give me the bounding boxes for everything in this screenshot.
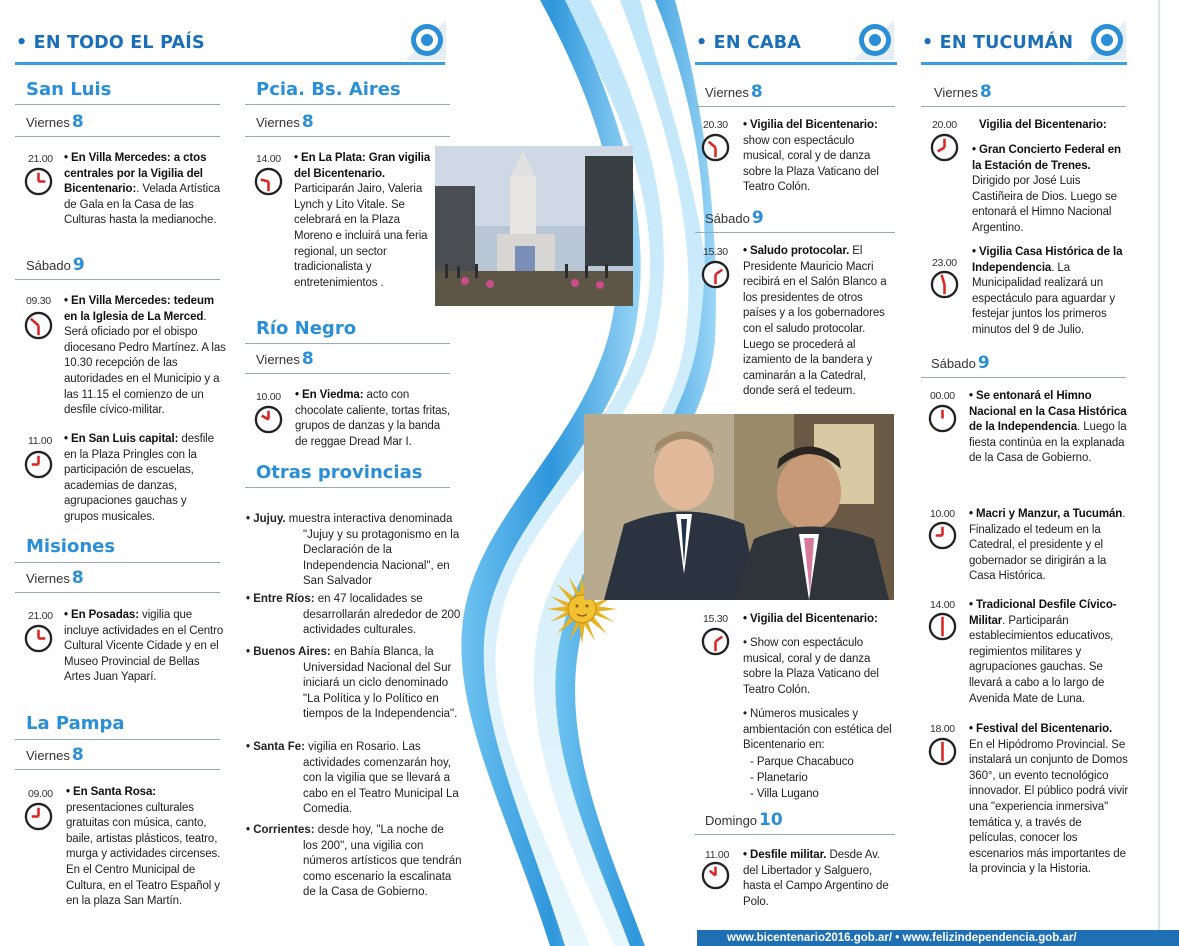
province-title-otras-provincias: Otras provincias	[256, 462, 423, 483]
divider	[245, 343, 450, 344]
venue-item: - Villa Lugano	[750, 788, 819, 800]
province-entry-santa-fe: • Santa Fe: vigilia en Rosario. Las actividades comenzarán hoy, con la vigilia que se llevará a cabo en el Teatro Municipal La Comedia.	[246, 741, 459, 816]
day-label: Viernes 8	[256, 112, 314, 132]
event-time: 14.00	[256, 153, 281, 165]
province-title-san-luis: San Luis	[26, 79, 112, 100]
macri-manzur-photo	[584, 414, 894, 600]
day-label: Viernes 8	[26, 745, 84, 765]
clock-icon	[23, 623, 54, 654]
event-time: 14.00	[930, 599, 955, 611]
event-text: • Saludo protocolar. El Presidente Mauricio Macri recibirá en el Salón Blanco a los presidentes de otros países y a los gobernadores con el saludo protocolar. Luego se procederá al izamiento de la bandera y caminarán a la Catedral, donde será el tedeum.	[743, 245, 887, 398]
day-label: Viernes 8	[26, 112, 84, 132]
clock-icon	[927, 611, 958, 642]
province-entry-jujuy: • Jujuy. muestra interactiva denominada "Jujuy y su protagonismo en la Declaración de la Independencia Nacional", en San Salvador	[246, 513, 460, 588]
section-title-todo-el-pais: • EN TODO EL PAÍS	[16, 33, 205, 53]
clock-icon	[23, 449, 54, 480]
event-time: 11.00	[705, 849, 729, 861]
clock-icon	[929, 132, 960, 163]
clock-icon	[23, 166, 54, 197]
event-text: • En Posadas: vigilia que incluye actividades en el Centro Cultural Vicente Cidade y en el Museo Provincial de Bellas Artes Juan Yaparí.	[64, 609, 224, 684]
divider	[15, 592, 220, 593]
section-title-tucuman: • EN TUCUMÁN	[922, 33, 1074, 53]
province-entry-entre-rios: • Entre Ríos: en 47 localidades se desarrollarán alrededor de 200 actividades culturales.	[246, 593, 461, 637]
province-entry-buenos-aires: • Buenos Aires: en Bahía Blanca, la Universidad Nacional del Sur iniciará un ciclo denominado "La Política y lo Político en tiempos de la Independencia".	[246, 646, 458, 721]
divider	[15, 739, 220, 740]
day-label: Sábado 9	[705, 208, 764, 228]
day-label: Viernes 8	[256, 349, 314, 369]
target-icon	[406, 20, 446, 60]
event-title: Vigilia del Bicentenario:	[979, 119, 1107, 131]
event-time: 23.00	[932, 257, 957, 269]
venue-item: - Planetario	[750, 772, 808, 784]
clock-icon	[927, 520, 958, 551]
event-time: 18.00	[930, 723, 955, 735]
event-text: • Show con espectáculo musical, coral y de danza sobre la Plaza Vaticano del Teatro Colón.	[743, 637, 879, 696]
event-text: • Tradicional Desfile Cívico-Militar. Participarán establecimientos educativos, regimientos militares y agrupaciones gauchas. Se llevará a cabo a lo largo de Avenida Mate de Luna.	[969, 599, 1117, 705]
event-title: • Vigilia del Bicentenario:	[743, 613, 878, 625]
event-text: • En La Plata: Gran vigilia del Bicentenario. Participarán Jairo, Valeria Lynch y Lito Vitale. Se celebrará en la Plaza Moreno e incluirá una feria regional, un sector tradicionalista y entretenimientos .	[294, 152, 431, 289]
event-time: 09.00	[28, 788, 53, 800]
divider	[245, 487, 450, 488]
divider	[695, 106, 895, 107]
event-text: • En Villa Mercedes: a ctos centrales por la Vigilia del Bicentenario:. Velada Artística de Gala en la Casa de las Culturas hasta la medianoche.	[64, 152, 221, 227]
divider	[245, 104, 450, 105]
event-text: • Macri y Manzur, a Tucumán. Finalizado el tedeum en la Catedral, el presidente y el gobernador se dirigirán a la Casa Histórica.	[969, 508, 1126, 583]
event-time: 20.30	[703, 119, 728, 131]
event-time: 11.00	[28, 435, 52, 447]
event-text: • En Viedma: acto con chocolate caliente, tortas fritas, grupos de danzas y la banda de reggae Dread Mar I.	[295, 389, 451, 448]
province-title-pcia-bs-aires: Pcia. Bs. Aires	[256, 79, 401, 100]
day-label: Sábado 9	[931, 353, 990, 373]
event-time: 10.00	[256, 391, 281, 403]
divider	[15, 104, 220, 105]
footer-urls[interactable]: www.bicentenario2016.gob.ar/ • www.felizindependencia.gob.ar/	[697, 930, 1179, 946]
divider	[921, 106, 1126, 107]
event-text: • Vigilia del Bicentenario: show con espectáculo musical, coral y de danza sobre la Plaza Vaticano del Teatro Colón.	[743, 119, 879, 194]
clock-icon	[700, 259, 731, 290]
clock-icon	[23, 310, 54, 341]
day-label: Viernes 8	[26, 568, 84, 588]
clock-icon	[927, 403, 958, 434]
clock-icon	[23, 801, 54, 832]
event-time: 10.00	[930, 508, 955, 520]
event-text: • En San Luis capital: desfile en la Plaza Pringles con la participación de escuelas, academias de danzas, agrupaciones gauchas y grupos musicales.	[64, 433, 214, 523]
event-time: 00.00	[930, 390, 955, 402]
clock-icon	[927, 736, 958, 767]
divider	[15, 562, 220, 563]
divider	[921, 377, 1126, 378]
section-title-caba: • EN CABA	[696, 33, 802, 53]
divider	[15, 136, 220, 137]
province-title-la-pampa: La Pampa	[26, 713, 125, 734]
divider	[15, 62, 445, 65]
province-title-misiones: Misiones	[26, 536, 116, 557]
event-time: 21.00	[28, 610, 53, 622]
divider	[695, 62, 897, 65]
event-text: • En Santa Rosa: presentaciones culturales gratuitas con música, canto, baile, artistas plásticos, teatro, murga y actividades circenses. En el Centro Municipal de Cultura, en el Teatro Español y en la plaza San Martín.	[66, 786, 221, 908]
event-time: 15.30	[703, 613, 728, 625]
event-text: • Festival del Bicentenario. En el Hipódromo Provincial. Se instalará un conjunto de Domos 360°, un evento tecnológico innovador. El público podrá vivir una "experiencia inmersiva" temática y, a través de películas, conocer los escenarios más importantes de la provincia y la Historia.	[969, 723, 1129, 876]
day-label: Viernes 8	[705, 82, 763, 102]
event-text: • Números musicales y ambientación con estética del Bicentenario en:	[743, 708, 892, 752]
venue-item: - Parque Chacabuco	[750, 756, 854, 768]
day-label: Domingo 10	[705, 810, 783, 830]
province-entry-corrientes: • Corrientes: desde hoy, "La noche de los 200", una vigilia con números artísticos que tendrán como escenario la escalinata de la Casa de Gobierno.	[246, 824, 462, 899]
event-text: • Gran Concierto Federal en la Estación de Trenes. Dirigido por José Luis Castiñeira de Dios. Luego se entonará el Himno Nacional Argentino.	[972, 144, 1121, 234]
day-label: Sábado 9	[26, 255, 85, 275]
clock-icon	[700, 626, 731, 657]
event-time: 21.00	[28, 153, 53, 165]
divider	[695, 834, 895, 835]
event-text: • En Villa Mercedes: tedeum en la Iglesia de La Merced. Será oficiado por el obispo diocesano Pedro Martínez. A las 10.30 recepción de las autoridades en el Municipio y a las 11.15 el comienzo de un desfile cívico-militar.	[64, 295, 226, 417]
divider	[15, 769, 220, 770]
event-text: • Desfile militar. Desde Av. del Libertador y Salguero, hasta el Campo Argentino de Polo.	[743, 849, 889, 908]
clock-icon	[700, 132, 731, 163]
page-edge	[1158, 0, 1160, 946]
event-text: • Vigilia Casa Histórica de la Independencia. La Municipalidad realizará un espectáculo para aguardar y festejar juntos los primeros minutos del 9 de Julio.	[972, 246, 1123, 336]
clock-icon	[253, 404, 284, 435]
clock-icon	[253, 166, 284, 197]
divider	[921, 62, 1127, 65]
divider	[15, 279, 220, 280]
clock-icon	[700, 860, 731, 891]
target-icon	[1086, 20, 1126, 60]
clock-icon	[929, 269, 960, 300]
la-plata-cathedral-photo	[435, 146, 633, 306]
divider	[245, 373, 450, 374]
event-time: 20.00	[932, 119, 957, 131]
target-icon	[854, 20, 894, 60]
event-text: • Se entonará el Himno Nacional en la Casa Histórica de la Independencia. Luego la fiesta continúa en la explanada de la Casa de Gobierno.	[969, 390, 1127, 465]
province-title-rio-negro: Río Negro	[256, 318, 357, 339]
divider	[245, 136, 450, 137]
divider	[695, 232, 895, 233]
event-time: 15.30	[703, 246, 728, 258]
event-time: 09.30	[26, 295, 51, 307]
day-label: Viernes 8	[934, 82, 992, 102]
